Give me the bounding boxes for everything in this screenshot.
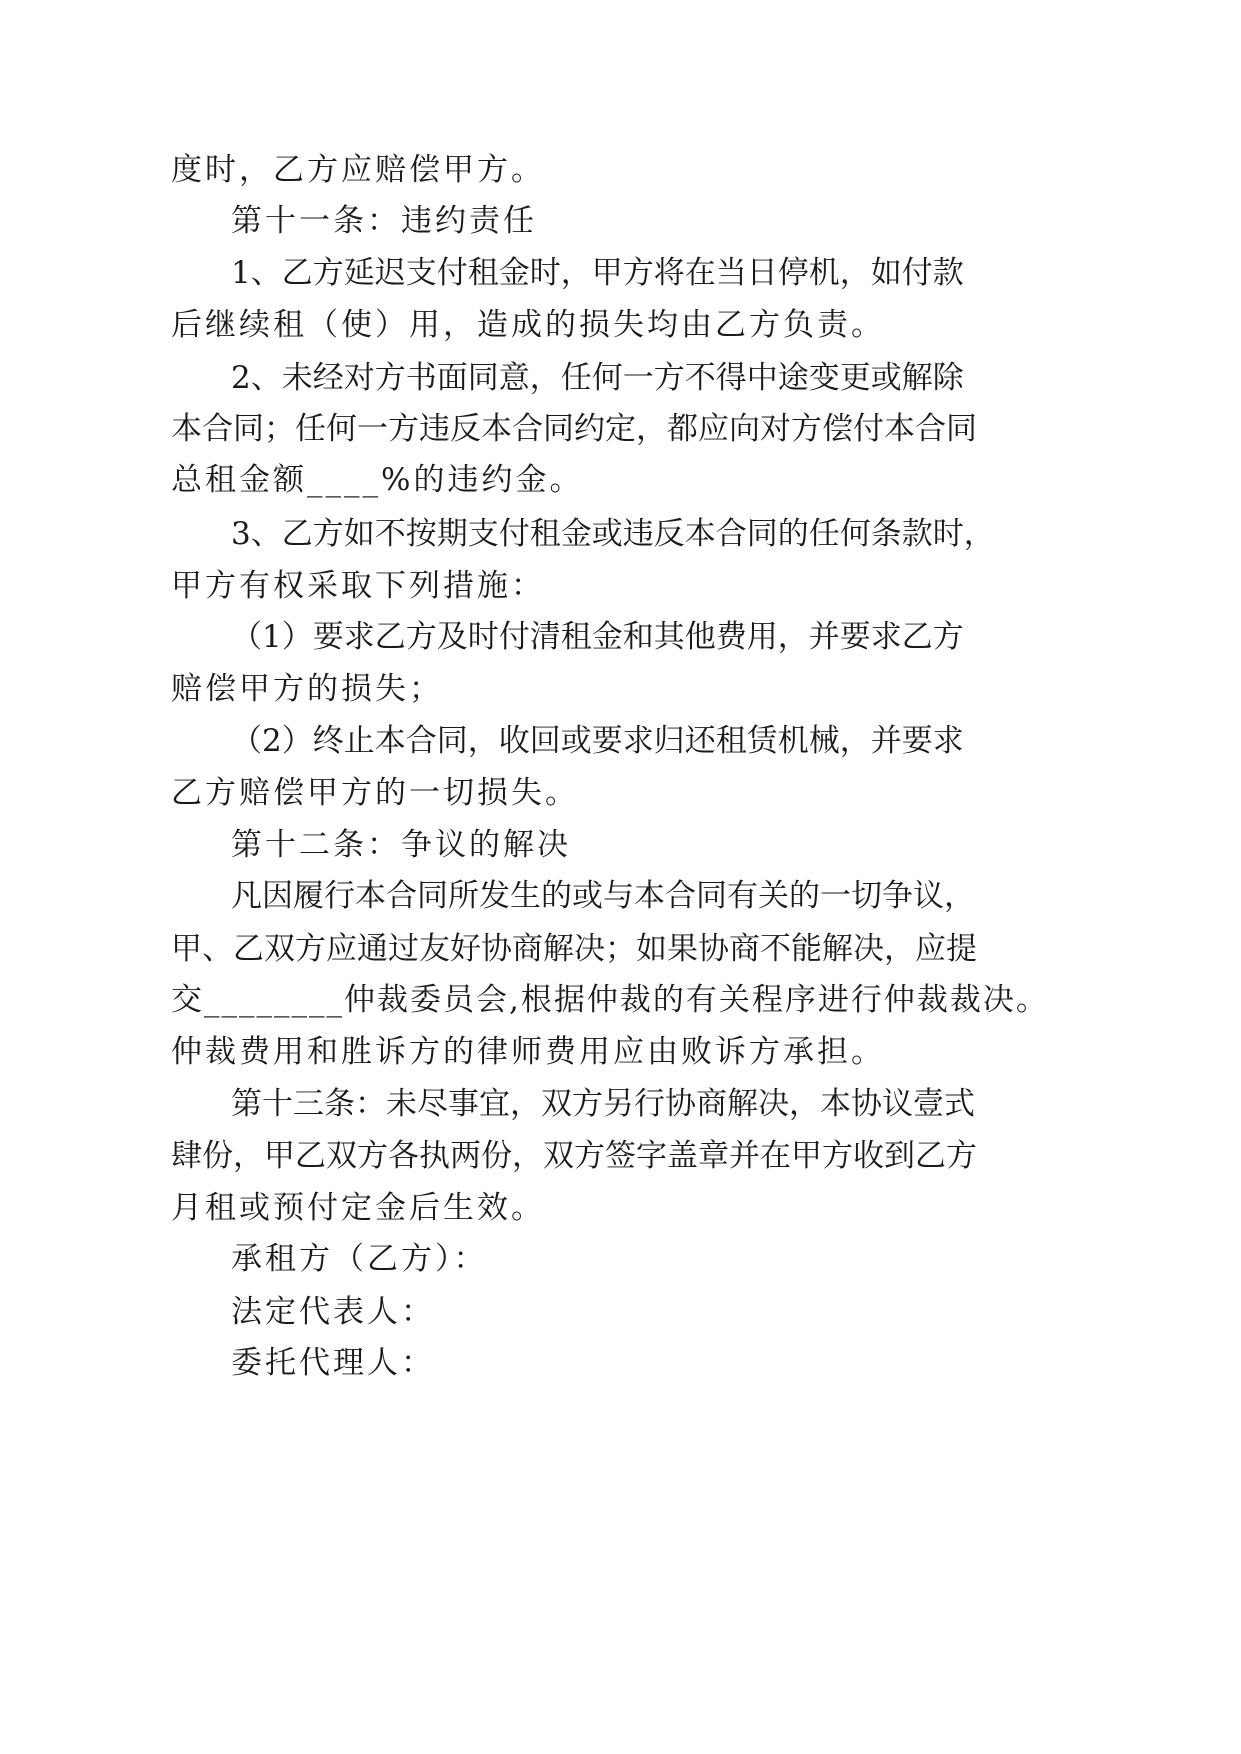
glyph: 合 [512, 411, 543, 447]
glyph: 通 [357, 931, 388, 967]
text-line-justified [231, 358, 964, 398]
glyph: ， [789, 1086, 820, 1122]
glyph: 决 [574, 931, 605, 967]
glyph: 支 [467, 516, 499, 552]
glyph: 反 [653, 516, 685, 552]
glyph: 及 [436, 619, 468, 655]
glyph: 方 [572, 1086, 603, 1122]
glyph: 方 [357, 1138, 388, 1174]
glyph: 决 [853, 931, 884, 967]
glyph: 应 [915, 931, 946, 967]
glyph: 付 [498, 619, 530, 655]
glyph: ， [560, 255, 592, 291]
glyph: 、 [250, 360, 282, 396]
glyph: 约 [574, 411, 605, 447]
glyph: 要 [591, 723, 623, 759]
glyph: ， [233, 1138, 264, 1174]
glyph: 如 [870, 255, 902, 291]
text-line-justified [231, 721, 964, 761]
glyph: 还 [684, 723, 716, 759]
glyph: 何 [326, 411, 357, 447]
glyph: 租 [715, 723, 747, 759]
glyph: 章 [698, 1138, 729, 1174]
glyph: ， [884, 931, 915, 967]
glyph: 同 [436, 723, 468, 759]
article-heading: 第十二条：争议的解决 [231, 827, 571, 863]
glyph: 的 [541, 878, 572, 914]
glyph: ） [281, 723, 313, 759]
glyph: 日 [746, 255, 778, 291]
glyph: 对 [343, 360, 375, 396]
glyph: 其 [653, 619, 685, 655]
glyph: 方 [622, 255, 654, 291]
glyph: 另 [603, 1086, 634, 1122]
glyph: 行 [324, 878, 355, 914]
glyph: 解 [901, 360, 933, 396]
glyph: 决 [758, 1086, 789, 1122]
text-line-justified [231, 514, 995, 554]
glyph: 支 [405, 255, 437, 291]
glyph: 归 [653, 723, 685, 759]
glyph: 各 [388, 1138, 419, 1174]
text-line: 仲裁费用和胜诉方的律师费用应由败诉方承担。 [171, 1034, 885, 1070]
glyph: 时 [932, 516, 964, 552]
glyph: 商 [696, 1086, 727, 1122]
glyph: 本 [171, 411, 202, 447]
glyph: 有 [727, 878, 758, 914]
glyph: 方 [312, 255, 344, 291]
article-heading: 第十一条：违约责任 [231, 203, 537, 239]
glyph: 应 [698, 411, 729, 447]
glyph: 方 [312, 516, 344, 552]
glyph: 同 [946, 411, 977, 447]
glyph: 款 [932, 255, 964, 291]
glyph: 本 [684, 516, 716, 552]
glyph: 求 [870, 619, 902, 655]
glyph: 违 [622, 516, 654, 552]
glyph: 费 [715, 619, 747, 655]
glyph: 不 [760, 931, 791, 967]
glyph: 商 [729, 931, 760, 967]
glyph: 清 [529, 619, 561, 655]
glyph: 同 [233, 411, 264, 447]
glyph: 向 [729, 411, 760, 447]
glyph: 要 [839, 619, 871, 655]
glyph: 议 [882, 1086, 913, 1122]
glyph: 协 [698, 931, 729, 967]
glyph: 双 [264, 931, 295, 967]
glyph: 方 [932, 619, 964, 655]
glyph: 在 [760, 1138, 791, 1174]
glyph: 得 [715, 360, 747, 396]
glyph: 金 [498, 255, 530, 291]
signature-label-authorized-agent: 委托代理人： [231, 1345, 435, 1381]
glyph: 方 [374, 360, 406, 396]
glyph: 付 [498, 516, 530, 552]
glyph: 乙 [295, 1138, 326, 1174]
glyph: 用 [746, 619, 778, 655]
glyph: ） [281, 619, 313, 655]
glyph: 变 [808, 360, 840, 396]
glyph: 合 [665, 878, 696, 914]
glyph: 将 [653, 255, 685, 291]
glyph: 本 [634, 878, 665, 914]
glyph: ； [605, 931, 636, 967]
glyph: 行 [634, 1086, 665, 1122]
glyph: 到 [884, 1138, 915, 1174]
glyph: 果 [667, 931, 698, 967]
glyph: 同 [696, 878, 727, 914]
glyph: ， [944, 878, 975, 914]
glyph: 未 [386, 1086, 417, 1122]
glyph: 本 [884, 411, 915, 447]
glyph: 协 [665, 1086, 696, 1122]
glyph: 方 [405, 619, 437, 655]
glyph: ， [512, 1138, 543, 1174]
glyph: 关 [758, 878, 789, 914]
glyph: 因 [262, 878, 293, 914]
glyph: 所 [448, 878, 479, 914]
glyph: 回 [529, 723, 561, 759]
glyph: 任 [808, 516, 840, 552]
signature-label-legal-representative: 法定代表人： [231, 1294, 435, 1330]
glyph: 款 [901, 516, 933, 552]
glyph: 按 [405, 516, 437, 552]
glyph: 条 [324, 1086, 355, 1122]
glyph: 方 [295, 931, 326, 967]
glyph: 收 [498, 723, 530, 759]
glyph: 乙 [374, 619, 406, 655]
text-line: 甲方有权采取下列措施： [171, 568, 545, 604]
glyph: 乙 [233, 931, 264, 967]
glyph: 求 [932, 723, 964, 759]
glyph: 本 [355, 878, 386, 914]
glyph: 他 [684, 619, 716, 655]
glyph: 违 [419, 411, 450, 447]
text-line-justified [231, 1084, 975, 1124]
glyph: 议 [913, 878, 944, 914]
glyph: 合 [386, 878, 417, 914]
glyph: 两 [450, 1138, 481, 1174]
text-line-justified [171, 929, 977, 969]
glyph: 条 [870, 516, 902, 552]
glyph: 求 [622, 723, 654, 759]
glyph: 或 [560, 723, 592, 759]
glyph: ， [467, 723, 499, 759]
glyph: 如 [343, 516, 375, 552]
glyph: ， [777, 619, 809, 655]
glyph: 不 [684, 360, 716, 396]
glyph: 甲 [264, 1138, 295, 1174]
glyph: 甲 [791, 1138, 822, 1174]
glyph: 甲 [591, 255, 623, 291]
glyph: 发 [479, 878, 510, 914]
glyph: 执 [419, 1138, 450, 1174]
glyph: 偿 [822, 411, 853, 447]
glyph: 、 [250, 516, 282, 552]
glyph: 事 [448, 1086, 479, 1122]
text-line: 交________仲裁委员会,根据仲裁的有关程序进行仲裁裁决。 [171, 982, 1049, 1018]
glyph: 与 [603, 878, 634, 914]
glyph: ， [839, 255, 871, 291]
glyph: 面 [436, 360, 468, 396]
text-line: 度时，乙方应赔偿甲方。 [171, 152, 545, 188]
glyph: 租 [529, 516, 561, 552]
glyph: ； [264, 411, 295, 447]
glyph: 凡 [231, 878, 262, 914]
glyph: 履 [293, 878, 324, 914]
glyph: 在 [684, 255, 716, 291]
glyph: ， [510, 1086, 541, 1122]
glyph: 书 [405, 360, 437, 396]
glyph: 签 [605, 1138, 636, 1174]
glyph: 对 [760, 411, 791, 447]
glyph: 生 [510, 878, 541, 914]
text-line: 赔偿甲方的损失； [171, 671, 443, 707]
text-line: 后继续租（使）用，造成的损失均由乙方负责。 [171, 307, 885, 343]
glyph: 意 [498, 360, 530, 396]
glyph: 未 [281, 360, 313, 396]
glyph: 本 [481, 411, 512, 447]
glyph: 3 [231, 516, 251, 552]
text-line-justified [231, 253, 964, 293]
glyph: 双 [543, 1138, 574, 1174]
glyph: 2 [262, 723, 282, 759]
glyph: 份 [202, 1138, 233, 1174]
glyph: 解 [727, 1086, 758, 1122]
glyph: 同 [543, 411, 574, 447]
glyph: 和 [622, 619, 654, 655]
glyph: 不 [374, 516, 406, 552]
glyph: 期 [436, 516, 468, 552]
glyph: 同 [467, 360, 499, 396]
glyph: 中 [746, 360, 778, 396]
glyph: 求 [343, 619, 375, 655]
glyph: 乙 [281, 516, 313, 552]
glyph: 的 [789, 878, 820, 914]
glyph: 并 [808, 619, 840, 655]
glyph: 止 [343, 723, 375, 759]
glyph: 尽 [417, 1086, 448, 1122]
glyph: 迟 [374, 255, 406, 291]
glyph: 切 [851, 878, 882, 914]
glyph: 合 [915, 411, 946, 447]
glyph: 协 [851, 1086, 882, 1122]
glyph: 一 [622, 360, 654, 396]
glyph: 途 [777, 360, 809, 396]
glyph: 反 [450, 411, 481, 447]
glyph: 收 [853, 1138, 884, 1174]
glyph: 方 [791, 411, 822, 447]
glyph: 付 [853, 411, 884, 447]
glyph: 终 [312, 723, 344, 759]
glyph: 肆 [171, 1138, 202, 1174]
glyph: 1 [231, 255, 251, 291]
glyph: 商 [512, 931, 543, 967]
glyph: 并 [729, 1138, 760, 1174]
glyph: 友 [419, 931, 450, 967]
glyph: 的 [777, 516, 809, 552]
glyph: 并 [870, 723, 902, 759]
glyph: 合 [715, 516, 747, 552]
glyph: 付 [901, 255, 933, 291]
glyph: ， [636, 411, 667, 447]
glyph: ， [963, 516, 995, 552]
glyph: 更 [839, 360, 871, 396]
glyph: 或 [870, 360, 902, 396]
glyph: 停 [777, 255, 809, 291]
glyph: 合 [202, 411, 233, 447]
glyph: 十 [262, 1086, 293, 1122]
glyph: 定 [605, 411, 636, 447]
glyph: 应 [326, 931, 357, 967]
glyph: 时 [529, 255, 561, 291]
glyph: 1 [262, 619, 282, 655]
glyph: 何 [591, 360, 623, 396]
glyph: 本 [820, 1086, 851, 1122]
glyph: 、 [250, 255, 282, 291]
glyph: 经 [312, 360, 344, 396]
glyph: 何 [839, 516, 871, 552]
text-line-justified [171, 409, 977, 449]
text-line-justified [171, 1136, 977, 1176]
glyph: 双 [326, 1138, 357, 1174]
glyph: 过 [388, 931, 419, 967]
glyph: 、 [202, 931, 233, 967]
glyph: 租 [560, 619, 592, 655]
glyph: 一 [820, 878, 851, 914]
glyph: 协 [481, 931, 512, 967]
glyph: 好 [450, 931, 481, 967]
glyph: 械 [808, 723, 840, 759]
glyph: 壹 [913, 1086, 944, 1122]
glyph: 同 [417, 878, 448, 914]
glyph: （ [231, 619, 262, 655]
glyph: 租 [467, 255, 499, 291]
glyph: 盖 [667, 1138, 698, 1174]
glyph: 要 [901, 723, 933, 759]
glyph: 三 [293, 1086, 324, 1122]
glyph: ， [839, 723, 871, 759]
glyph: 时 [467, 619, 499, 655]
glyph: ： [355, 1086, 386, 1122]
text-line: 总租金额____%的违约金。 [171, 462, 584, 498]
glyph: 2 [231, 360, 251, 396]
glyph: 机 [808, 255, 840, 291]
glyph: 或 [572, 878, 603, 914]
glyph: ， [529, 360, 561, 396]
glyph: 任 [560, 360, 592, 396]
glyph: （ [231, 723, 262, 759]
glyph: 第 [231, 1086, 262, 1122]
glyph: 方 [388, 411, 419, 447]
glyph: 份 [481, 1138, 512, 1174]
glyph: 乙 [915, 1138, 946, 1174]
glyph: 解 [822, 931, 853, 967]
glyph: 或 [591, 516, 623, 552]
glyph: 方 [822, 1138, 853, 1174]
glyph: 能 [791, 931, 822, 967]
signature-label-lessee: 承租方（乙方）： [231, 1241, 488, 1277]
glyph: 付 [436, 255, 468, 291]
glyph: 合 [405, 723, 437, 759]
glyph: 金 [560, 516, 592, 552]
glyph: 乙 [281, 255, 313, 291]
glyph: 字 [636, 1138, 667, 1174]
glyph: 方 [574, 1138, 605, 1174]
glyph: 任 [295, 411, 326, 447]
glyph: 甲 [171, 931, 202, 967]
glyph: 如 [636, 931, 667, 967]
glyph: 同 [746, 516, 778, 552]
glyph: 宜 [479, 1086, 510, 1122]
text-line-justified [231, 876, 975, 916]
text-line: 乙方赔偿甲方的一切损失。 [171, 775, 579, 811]
glyph: 方 [653, 360, 685, 396]
glyph: 一 [357, 411, 388, 447]
glyph: 方 [946, 1138, 977, 1174]
glyph: 除 [932, 360, 964, 396]
glyph: 赁 [746, 723, 778, 759]
glyph: 提 [946, 931, 977, 967]
glyph: 解 [543, 931, 574, 967]
glyph: 式 [944, 1086, 975, 1122]
glyph: 本 [374, 723, 406, 759]
glyph: 金 [591, 619, 623, 655]
glyph: 双 [541, 1086, 572, 1122]
glyph: 乙 [901, 619, 933, 655]
text-line: 月租或预付定金后生效。 [171, 1190, 545, 1226]
glyph: 争 [882, 878, 913, 914]
text-line-justified [231, 617, 964, 657]
glyph: 延 [343, 255, 375, 291]
glyph: 要 [312, 619, 344, 655]
glyph: 当 [715, 255, 747, 291]
glyph: 机 [777, 723, 809, 759]
glyph: 都 [667, 411, 698, 447]
